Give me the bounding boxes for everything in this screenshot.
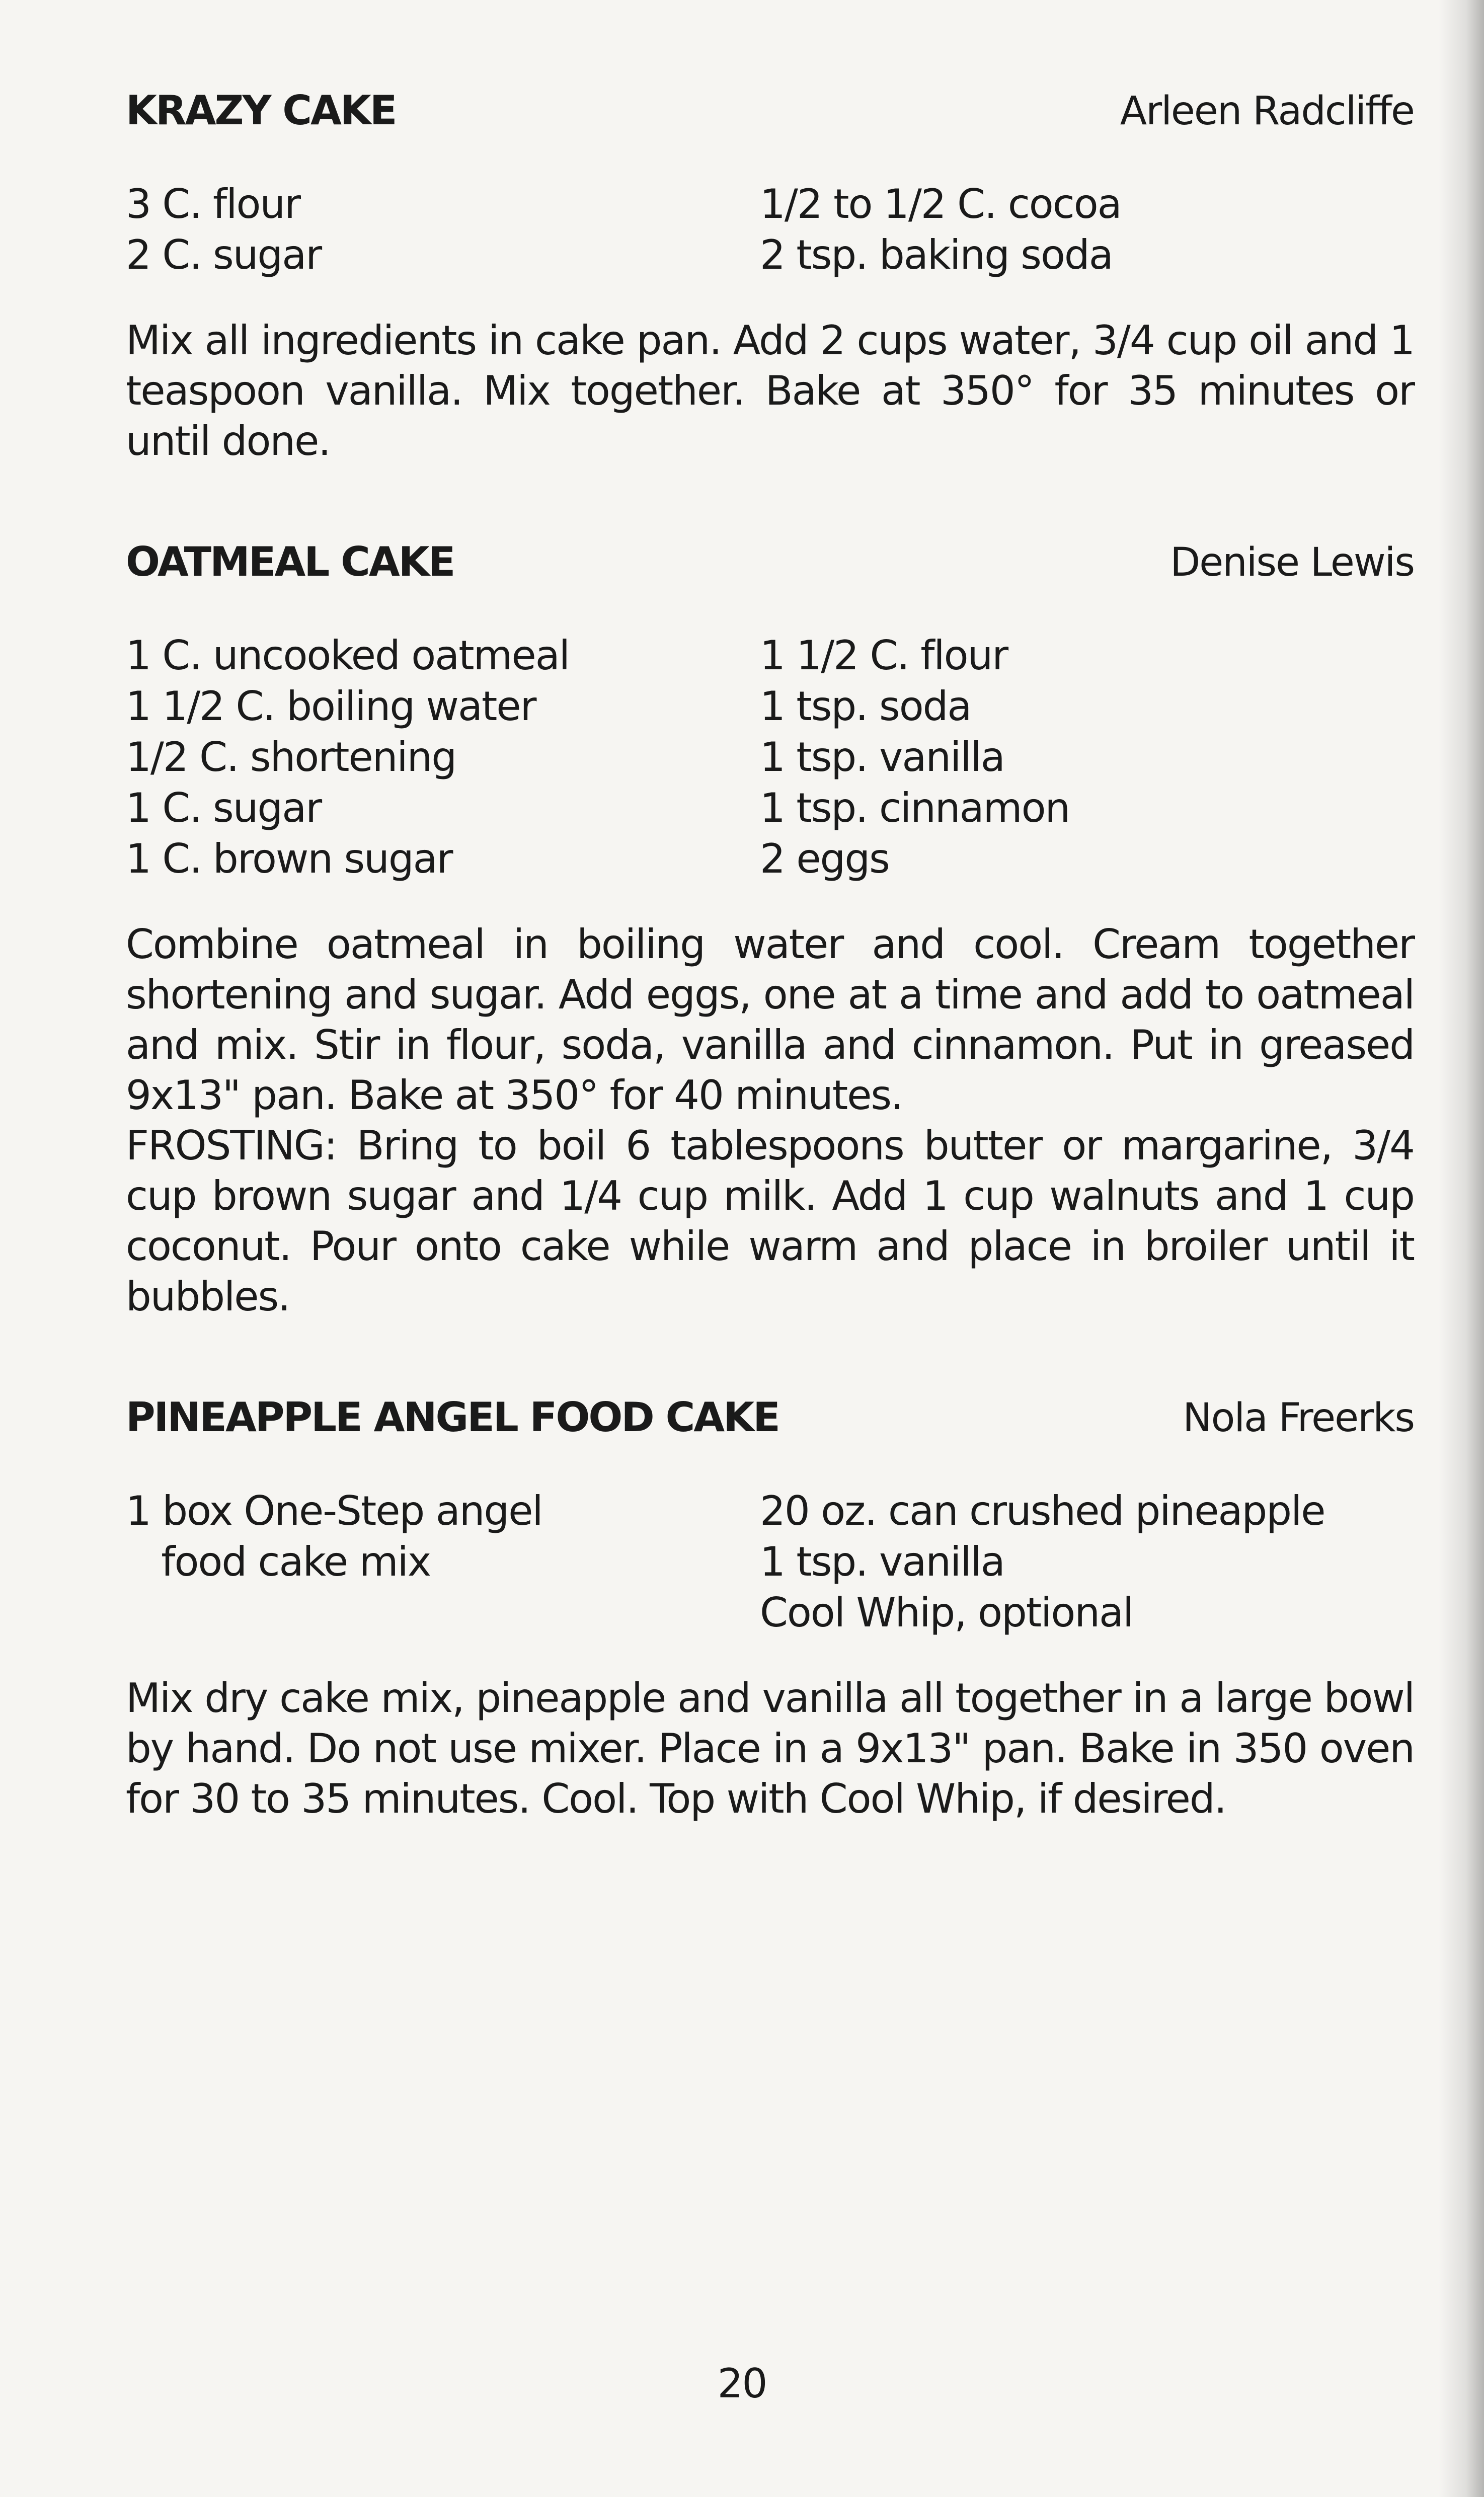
- ingredient-item: 1 C. brown sugar: [126, 835, 452, 882]
- ingredient-item: 1/2 C. shortening: [126, 734, 456, 781]
- recipe-author: Denise Lewis: [1170, 540, 1414, 585]
- page-number: 20: [717, 2360, 767, 2407]
- ingredient-item: 1 tsp. soda: [760, 683, 971, 730]
- recipe-krazy-cake: [126, 87, 1414, 466]
- recipe-header: [126, 1394, 1414, 1441]
- recipe-title: KRAZY CAKE: [126, 87, 396, 134]
- ingredient-item: 1 1/2 C. boiling water: [126, 683, 536, 730]
- ingredient-item: 1 tsp. vanilla: [760, 1538, 1004, 1585]
- ingredient-item: 1 tsp. cinnamon: [760, 785, 1070, 831]
- recipe-instructions: Mix dry cake mix, pineapple and vanilla all together in a large bowl by hand. Do not use mixer. Place in a 9x13" pan. Bake in 350 oven for 30 to 35 minutes. Cool. Top with Cool Whip, if desired.: [126, 1675, 1414, 1822]
- ingredient-item: 2 C. sugar: [126, 231, 322, 278]
- ingredient-item: 3 C. flour: [126, 181, 300, 227]
- ingredient-item: Cool Whip, optional: [760, 1589, 1133, 1636]
- ingredient-item: 1 tsp. vanilla: [760, 734, 1004, 781]
- recipe-header: [126, 87, 1414, 134]
- recipe-oatmeal-cake: [126, 538, 1414, 1322]
- recipe-instructions: Combine oatmeal in boiling water and cool. Cream together shortening and sugar. Add eggs, one at a time and add to oatmeal and mix. Stir in flour, soda, vanilla and cinnamon. Put in greased 9x13" pan. Bake at 350° for 40 minutes.: [126, 921, 1414, 1119]
- frosting-instructions: FROSTING: Bring to boil 6 tablespoons butter or margarine, 3/4 cup brown sugar and 1/4 cup milk. Add 1 cup walnuts and 1 cup coconut. Pour onto cake while warm and place in broiler until it bubbles.: [126, 1122, 1414, 1320]
- ingredient-item: 2 eggs: [760, 835, 889, 882]
- recipe-header: [126, 538, 1414, 585]
- recipe-page: [126, 87, 1414, 1900]
- ingredient-item: 1 C. uncooked oatmeal: [126, 632, 569, 679]
- ingredient-item: 2 tsp. baking soda: [760, 231, 1113, 278]
- ingredient-list: [126, 630, 1414, 884]
- recipe-author: Arleen Radcliffe: [1120, 89, 1414, 134]
- ingredient-item: 1 C. sugar: [126, 785, 322, 831]
- ingredient-item-empty: [126, 1587, 760, 1638]
- ingredient-item: food cake mix: [126, 1538, 431, 1585]
- recipe-title: OATMEAL CAKE: [126, 538, 454, 585]
- recipe-author: Nola Freerks: [1183, 1395, 1414, 1441]
- page-edge-shadow: [1439, 0, 1484, 2497]
- ingredient-list: [126, 1486, 1414, 1638]
- recipe-instructions: Mix all ingredients in cake pan. Add 2 cups water, 3/4 cup oil and 1 teaspoon vanilla. Mix together. Bake at 350° for 35 minutes or until done.: [126, 317, 1414, 464]
- recipe-title: PINEAPPLE ANGEL FOOD CAKE: [126, 1394, 779, 1441]
- ingredient-item: 1 1/2 C. flour: [760, 632, 1008, 679]
- recipe-pineapple-angel-food-cake: [126, 1394, 1414, 1824]
- ingredient-item: 1 box One-Step angel: [126, 1488, 542, 1534]
- ingredient-item: 1/2 to 1/2 C. cocoa: [760, 181, 1121, 227]
- ingredient-item: 20 oz. can crushed pineapple: [760, 1488, 1325, 1534]
- ingredient-list: [126, 179, 1414, 280]
